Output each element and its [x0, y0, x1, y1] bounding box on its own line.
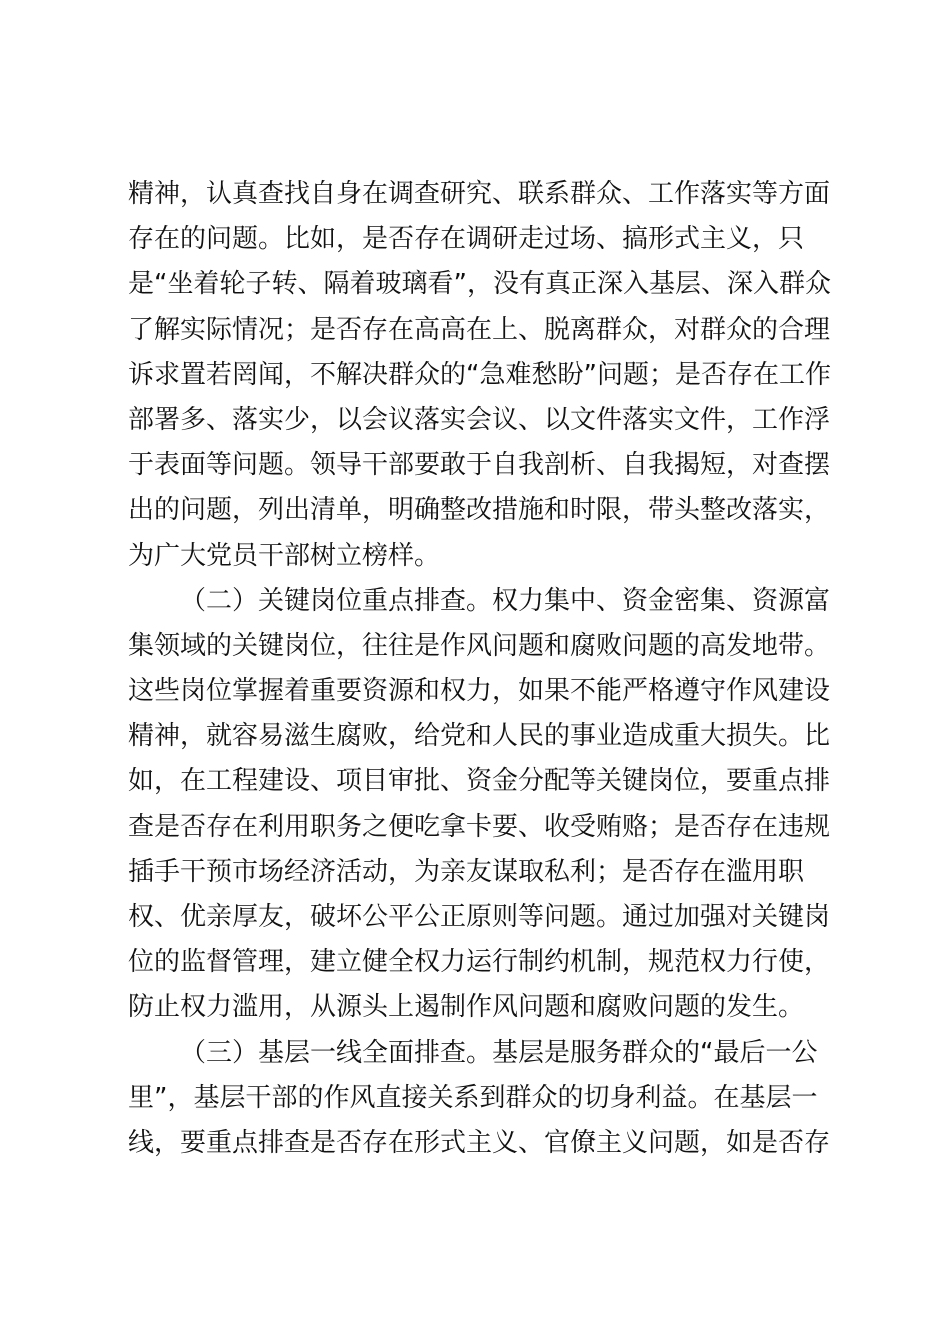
text-line: 里”，基层干部的作风直接关系到群众的切身利益。在基层一 [128, 1082, 818, 1113]
text-line: 如，在工程建设、项目审批、资金分配等关键岗位，要重点排 [128, 766, 831, 797]
text-line: 于表面等问题。领导干部要敢于自我剖析、自我揭短，对查摆 [128, 450, 831, 481]
section-heading-line: （二）关键岗位重点排查。权力集中、资金密集、资源富 [180, 585, 831, 616]
text-line: 是“坐着轮子转、隔着玻璃看”，没有真正深入基层、深入群众 [128, 269, 831, 300]
text-line: 防止权力滥用，从源头上遏制作风问题和腐败问题的发生。 [128, 992, 805, 1023]
text-line: 为广大党员干部树立榜样。 [128, 540, 441, 571]
text-line: 线，要重点排查是否存在形式主义、官僚主义问题，如是否存 [128, 1127, 831, 1158]
text-line: 了解实际情况；是否存在高高在上、脱离群众，对群众的合理 [128, 314, 831, 345]
text-line: 位的监督管理，建立健全权力运行制约机制，规范权力行使， [128, 947, 831, 978]
text-line: 精神，就容易滋生腐败，给党和人民的事业造成重大损失。比 [128, 721, 831, 752]
text-line: 权、优亲厚友，破坏公平公正原则等问题。通过加强对关键岗 [128, 902, 831, 932]
text-line: 查是否存在利用职务之便吃拿卡要、收受贿赂；是否存在违规 [128, 811, 831, 842]
text-line: 精神，认真查找自身在调查研究、联系群众、工作落实等方面 [128, 179, 831, 209]
text-line: 这些岗位掌握着重要资源和权力，如果不能严格遵守作风建设 [128, 676, 831, 707]
document-body-text [128, 172, 831, 1166]
text-line: 存在的问题。比如，是否存在调研走过场、搞形式主义，只 [128, 224, 805, 255]
section-heading-line: （三）基层一线全面排查。基层是服务群众的“最后一公 [180, 1037, 818, 1068]
text-line: 出的问题，列出清单，明确整改措施和时限，带头整改落实， [128, 495, 831, 526]
text-line: 插手干预市场经济活动，为亲友谋取私利；是否存在滥用职 [128, 856, 805, 887]
text-line: 诉求置若罔闻，不解决群众的“急难愁盼”问题；是否存在工作 [128, 359, 831, 390]
text-line: 部署多、落实少，以会议落实会议、以文件落实文件，工作浮 [128, 404, 831, 435]
text-line: 集领域的关键岗位，往往是作风问题和腐败问题的高发地带。 [128, 630, 831, 661]
